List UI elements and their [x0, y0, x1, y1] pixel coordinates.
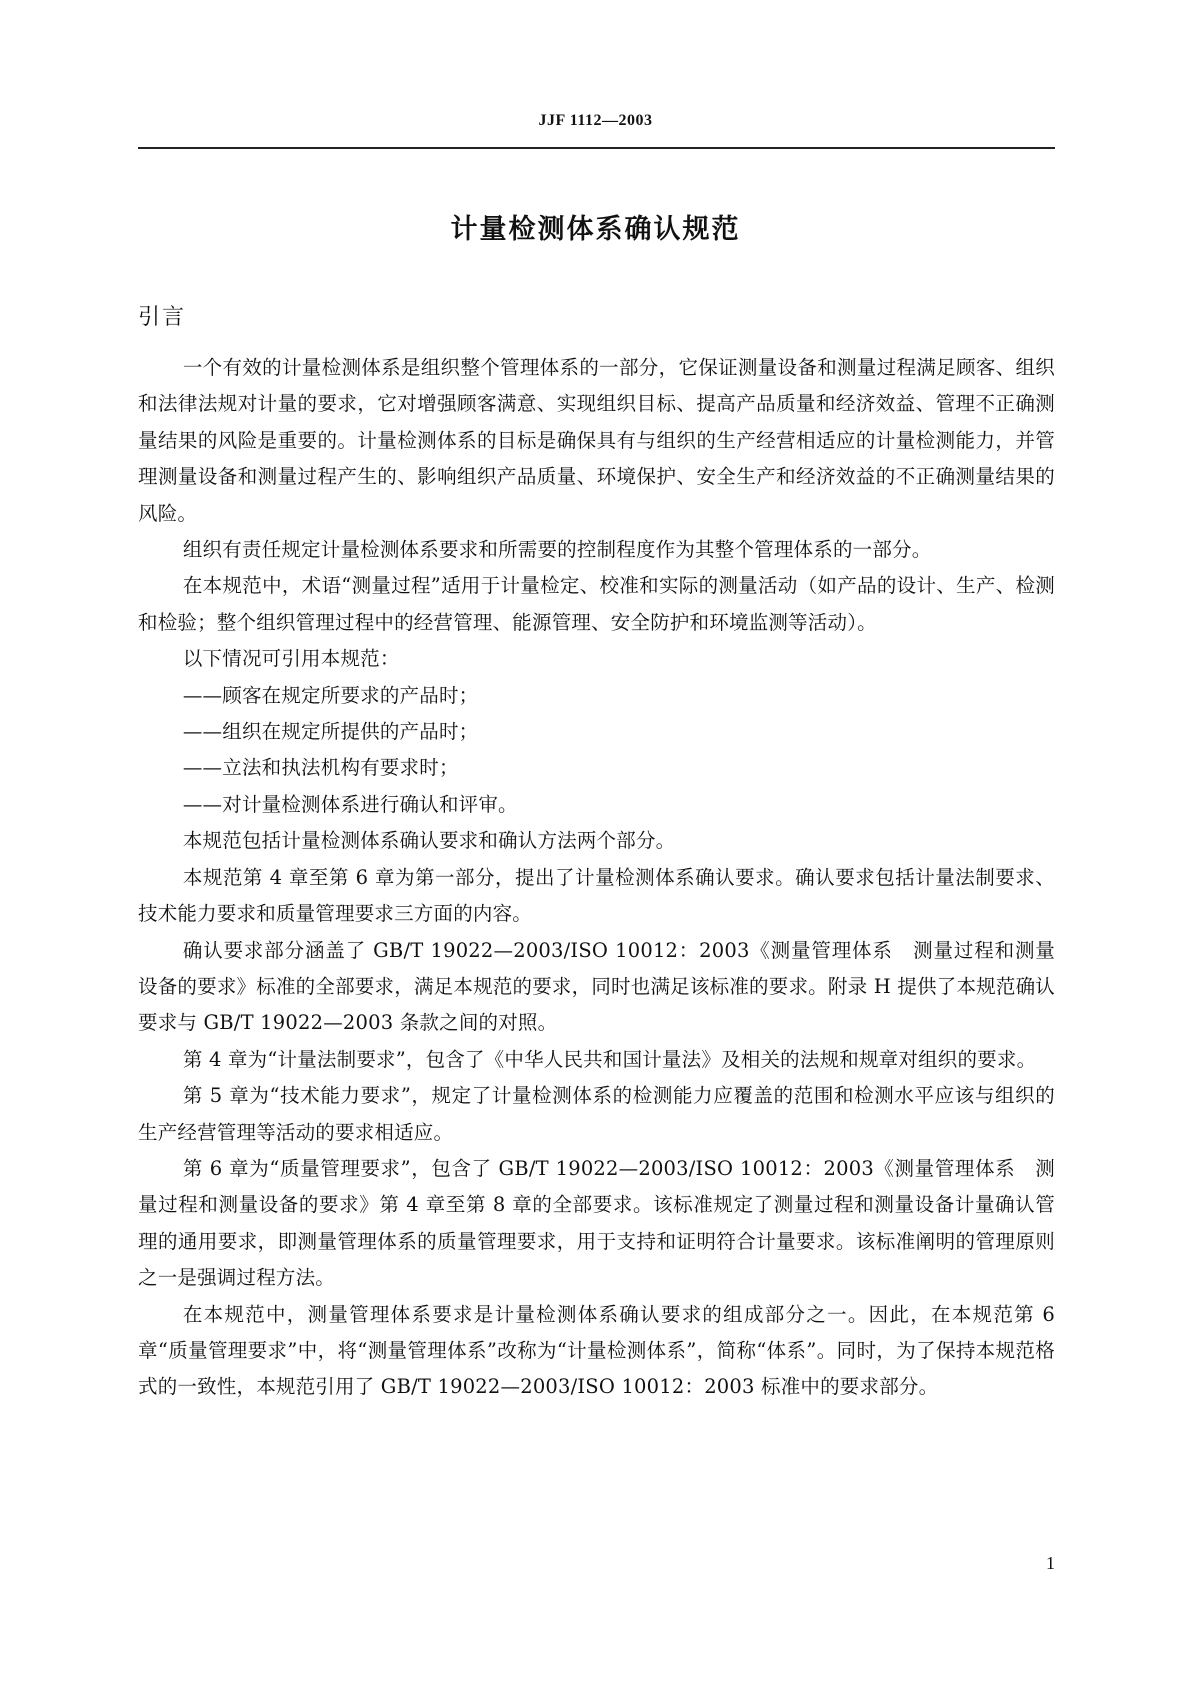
paragraph: 在本规范中，术语“测量过程”适用于计量检定、校准和实际的测量活动（如产品的设计、生产、检测和检验；整个组织管理过程中的经营管理、能源管理、安全防护和环境监测等活动）。 — [138, 574, 1055, 634]
header-divider — [138, 147, 1055, 149]
paragraph: 以下情况可引用本规范： — [182, 647, 400, 671]
paragraph: 第 4 章为“计量法制要求”，包含了《中华人民共和国计量法》及相关的法规和规章对组织的要求。 — [182, 1047, 1037, 1071]
list-item: ——顾客在规定所要求的产品时； — [182, 683, 479, 707]
document-title: 计量检测体系确认规范 — [450, 214, 741, 245]
list-item: ——组织在规定所提供的产品时； — [182, 720, 479, 744]
paragraph: 第 6 章为“质量管理要求”，包含了 GB/T 19022—2003/ISO 10012：2003《测量管理体系 测量过程和测量设备的要求》第 4 章至第 8 章的全部要求。该标准规定了测量过程和测量设备计量确认管理的通用要求，即测量管理体系的质量管理要求，用于支持和证明符合计量要求。该标准阐明的管理原则之一是强调过程方法。 — [138, 1156, 1055, 1290]
list-item: ——立法和执法机构有要求时； — [182, 756, 459, 780]
paragraph: 确认要求部分涵盖了 GB/T 19022—2003/ISO 10012：2003《测量管理体系 测量过程和测量设备的要求》标准的全部要求，满足本规范的要求，同时也满足该标准的要求。附录 H 提供了本规范确认要求与 GB/T 19022—2003 条款之间的对照。 — [138, 938, 1055, 1035]
paragraph: 本规范第 4 章至第 6 章为第一部分，提出了计量检测体系确认要求。确认要求包括计量法制要求、技术能力要求和质量管理要求三方面的内容。 — [138, 865, 1055, 926]
list-item: ——对计量检测体系进行确认和评审。 — [182, 792, 518, 816]
document-code-header: JJF 1112—2003 — [538, 112, 653, 129]
paragraph: 一个有效的计量检测体系是组织整个管理体系的一部分，它保证测量设备和测量过程满足顾客、组织和法律法规对计量的要求，它对增强顾客满意、实现组织目标、提高产品质量和经济效益、管理不正确测量结果的风险是重要的。计量检测体系的目标是确保具有与组织的生产经营相适应的计量检测能力，并管理测量设备和测量过程产生的、影响组织产品质量、环境保护、安全生产和经济效益的不正确测量结果的风险。 — [138, 356, 1055, 525]
paragraph: 第 5 章为“技术能力要求”，规定了计量检测体系的检测能力应覆盖的范围和检测水平应该与组织的生产经营管理等活动的要求相适应。 — [138, 1084, 1055, 1144]
paragraph: 在本规范中，测量管理体系要求是计量检测体系确认要求的组成部分之一。因此，在本规范第 6 章“质量管理要求”中，将“测量管理体系”改称为“计量检测体系”，简称“体系”。同时，为了保持本规范格式的一致性，本规范引用了 GB/T 19022—2003/ISO 10012：2003 标准中的要求部分。 — [138, 1302, 1055, 1399]
paragraph: 组织有责任规定计量检测体系要求和所需要的控制程度作为其整个管理体系的一部分。 — [182, 538, 932, 562]
page-number: 1 — [1046, 1553, 1055, 1573]
document-body — [138, 350, 1055, 1406]
section-heading: 引言 — [138, 305, 187, 330]
paragraph: 本规范包括计量检测体系确认要求和确认方法两个部分。 — [182, 829, 676, 853]
